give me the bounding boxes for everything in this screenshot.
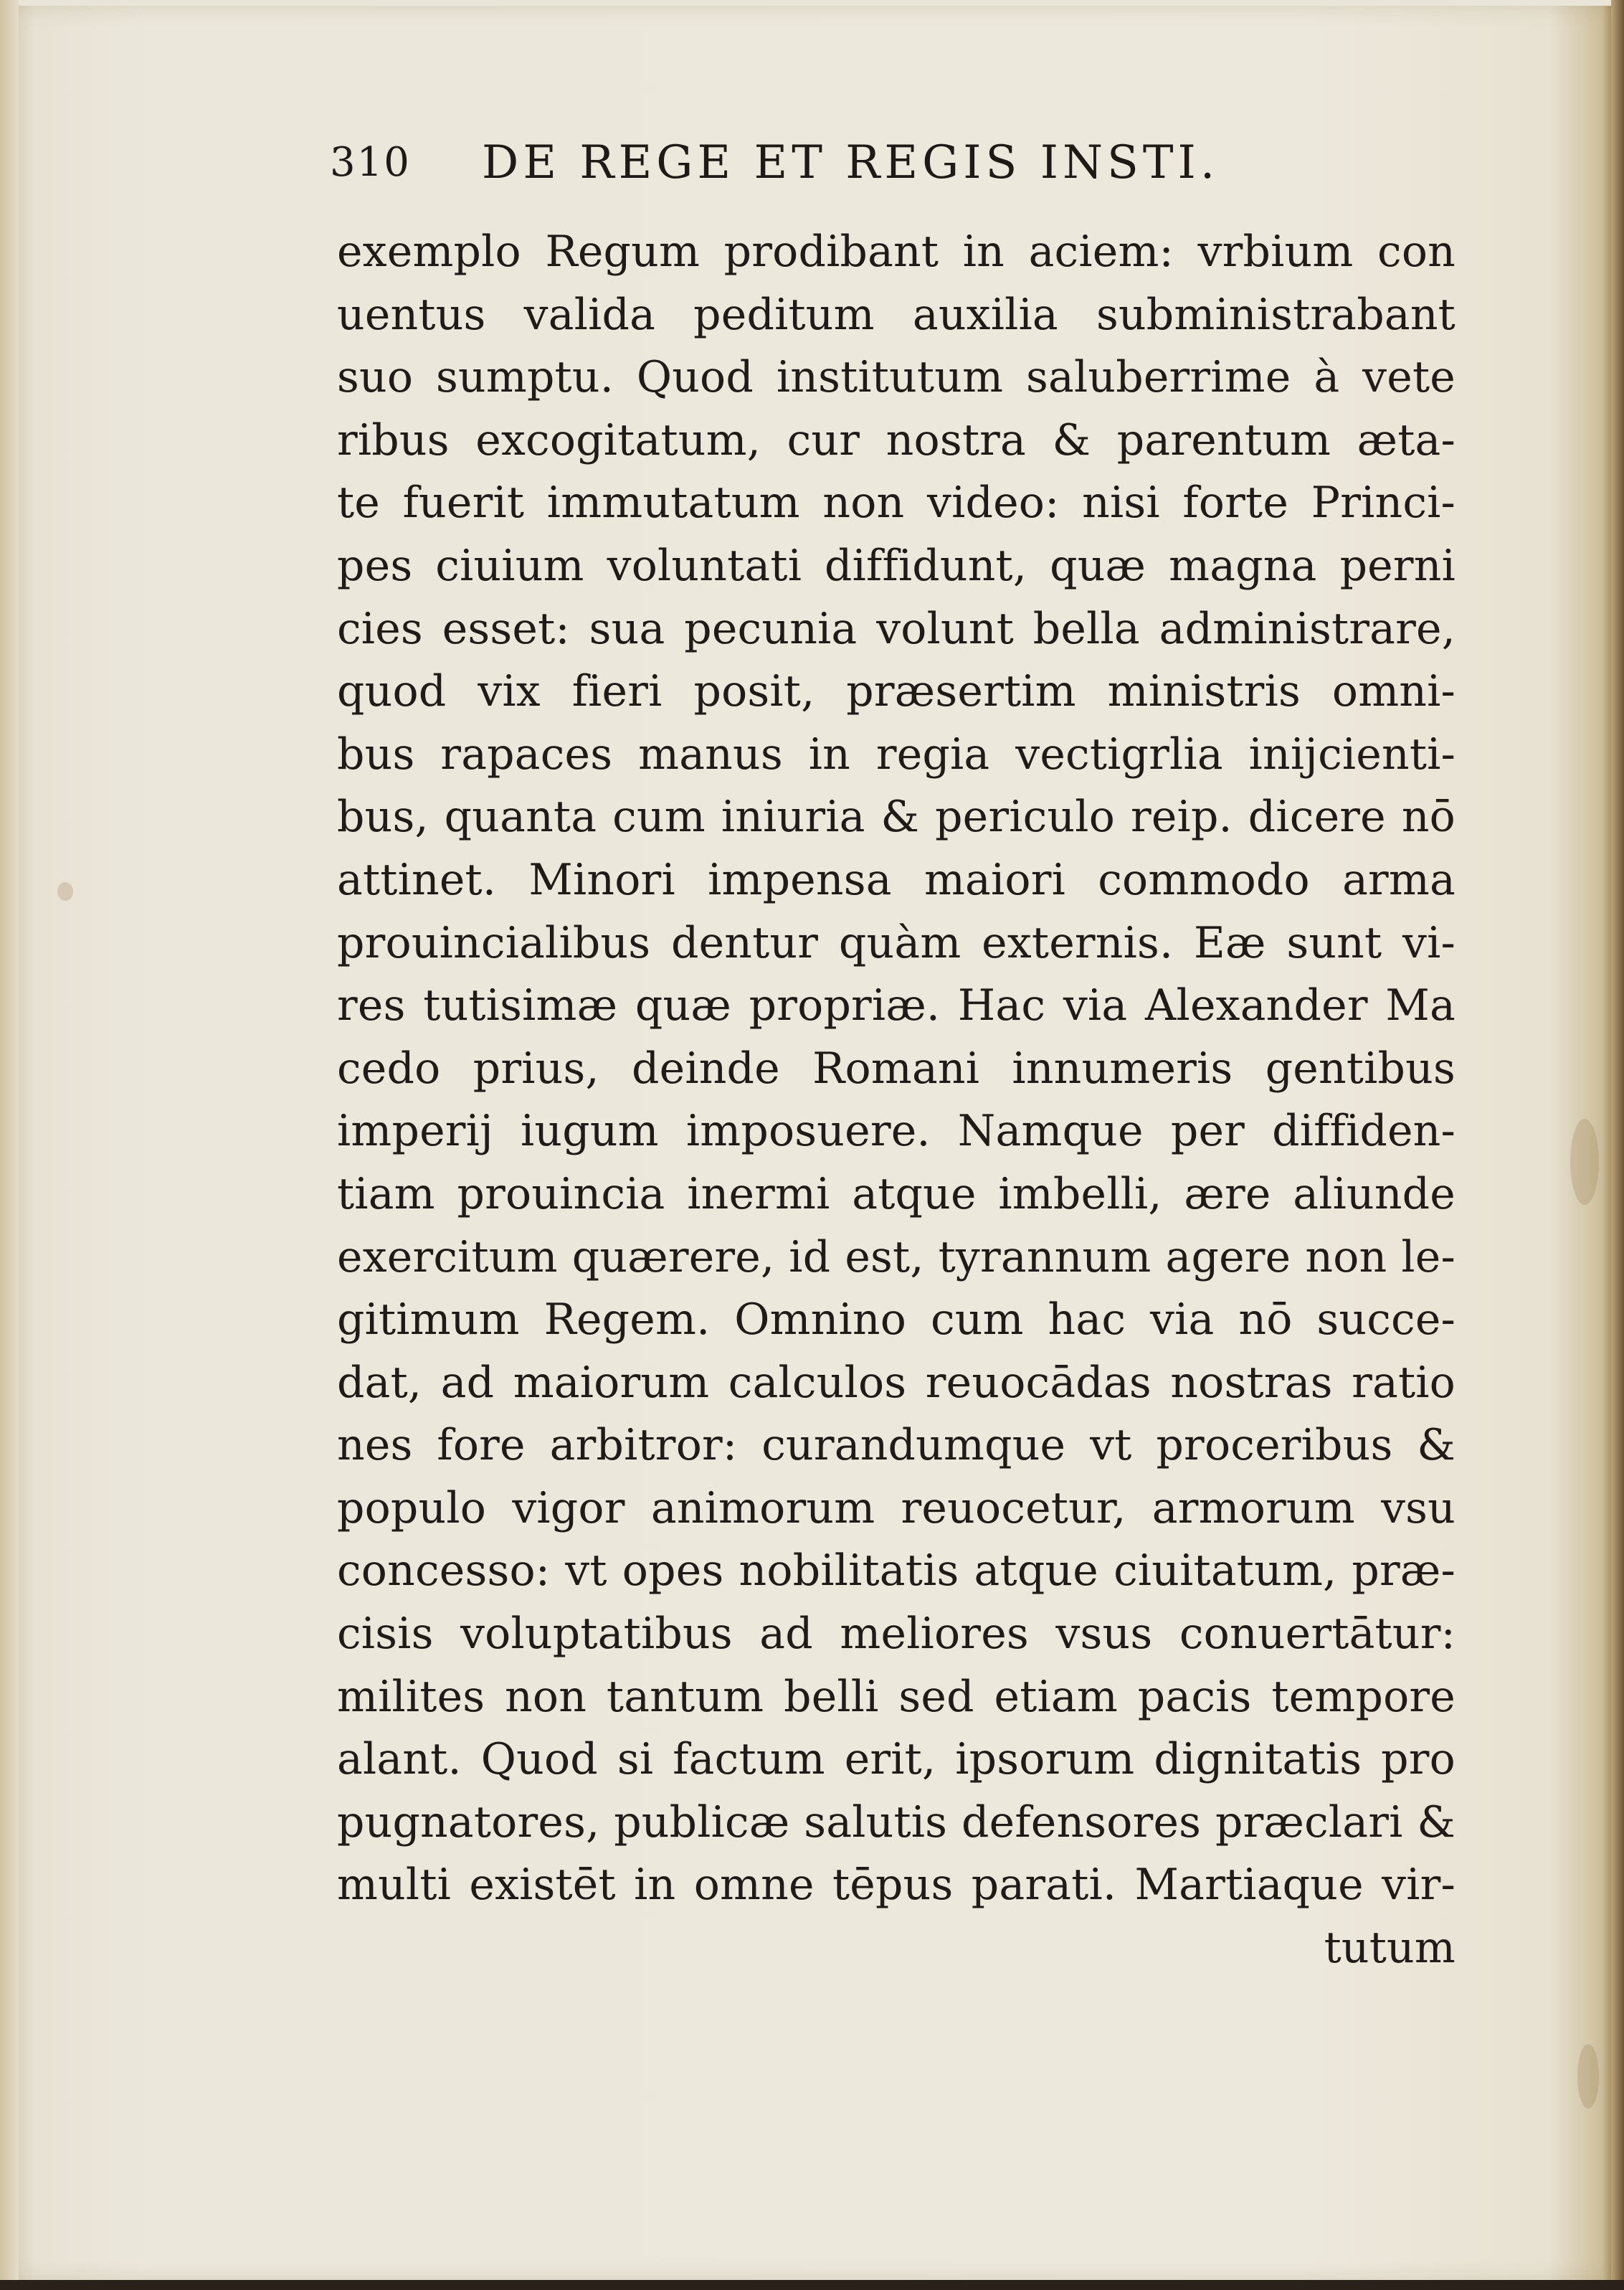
- text-line: cisis voluptatibus ad meliores vsus conuertātur:: [337, 1609, 1456, 1660]
- text-line: concesso: vt opes nobilitatis atque ciuitatum, præ-: [337, 1546, 1456, 1596]
- text-line: cies esset: sua pecunia volunt bella administrare,: [337, 603, 1456, 654]
- text-line: gitimum Regem. Omnino cum hac via nō succe-: [337, 1295, 1456, 1345]
- text-line: multi existēt in omne tēpus parati. Martiaque vir-: [337, 1860, 1456, 1911]
- page-number: 310: [330, 139, 411, 186]
- running-head: DE REGE ET REGIS INSTI.: [482, 136, 1220, 189]
- foxing-spot: [1570, 1119, 1599, 1205]
- text-line: attinet. Minori impensa maiori commodo arma: [337, 854, 1456, 905]
- body-text: [337, 221, 1456, 1980]
- gutter-edge: [0, 0, 19, 2290]
- text-line: pugnatores, publicæ salutis defensores præclari &: [337, 1797, 1456, 1847]
- page-header: [330, 136, 1448, 208]
- text-line: uentus valida peditum auxilia subministrabant: [337, 289, 1456, 340]
- text-line: exemplo Regum prodibant in aciem: vrbium con: [337, 227, 1456, 277]
- text-line: res tutisimæ quæ propriæ. Hac via Alexander Ma: [337, 980, 1456, 1031]
- text-line: populo vigor animorum reuocetur, armorum vsu: [337, 1482, 1456, 1533]
- text-line: tiam prouincia inermi atque imbelli, ære aliunde: [337, 1168, 1456, 1219]
- text-line: ribus excogitatum, cur nostra & parentum æta-: [337, 415, 1456, 465]
- page-bottom-edge: [0, 2280, 1624, 2290]
- text-line: alant. Quod si factum erit, ipsorum dignitatis pro: [337, 1734, 1456, 1785]
- text-line: suo sumptu. Quod institutum saluberrime à vete: [337, 352, 1456, 403]
- text-line: milites non tantum belli sed etiam pacis tempore: [337, 1671, 1456, 1722]
- text-line: dat, ad maiorum calculos reuocādas nostras ratio: [337, 1357, 1456, 1408]
- foxing-spot: [57, 882, 73, 901]
- text-line: quod vix fieri posit, præsertim ministris omni-: [337, 666, 1456, 717]
- text-line: prouincialibus dentur quàm externis. Eæ sunt vi-: [337, 917, 1456, 968]
- page-fore-edge: [1611, 0, 1624, 2290]
- text-line: exercitum quærere, id est, tyrannum agere non le-: [337, 1231, 1456, 1282]
- text-line: nes fore arbitror: curandumque vt proceribus &: [337, 1420, 1456, 1471]
- text-line: imperij iugum imposuere. Namque per diffiden-: [337, 1106, 1456, 1157]
- text-line: bus, quanta cum iniuria & periculo reip. dicere nō: [337, 792, 1456, 843]
- catchword: tutum: [1324, 1923, 1456, 1974]
- text-line: pes ciuium voluntati diffidunt, quæ magna perni: [337, 540, 1456, 591]
- foxing-spot: [1577, 2044, 1599, 2109]
- text-line: te fuerit immutatum non video: nisi forte Princi-: [337, 478, 1456, 529]
- text-line: cedo prius, deinde Romani innumeris gentibus: [337, 1043, 1456, 1094]
- text-line: bus rapaces manus in regia vectigrlia inijcienti-: [337, 729, 1456, 780]
